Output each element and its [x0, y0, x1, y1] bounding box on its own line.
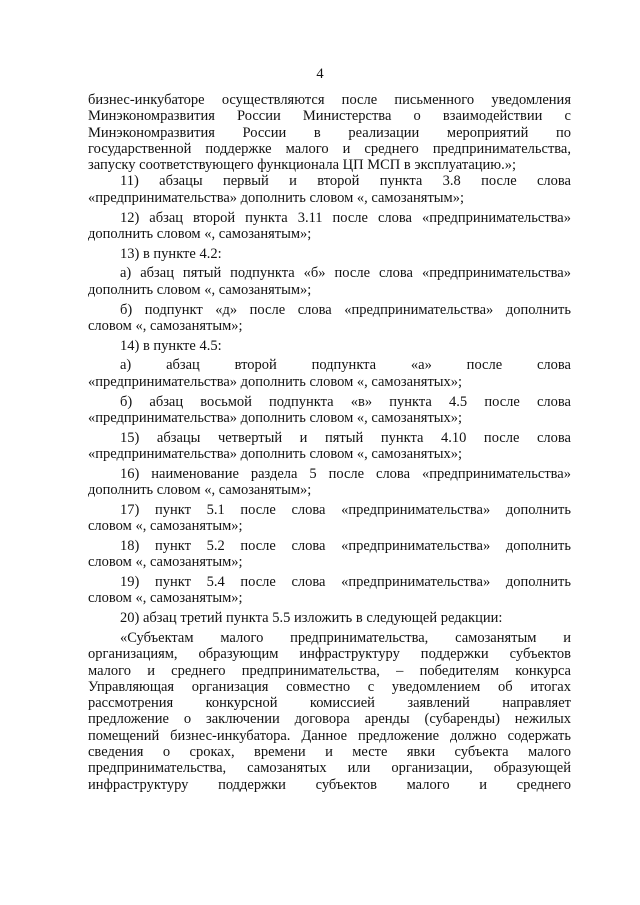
text-line: б) абзац восьмой подпункта «в» пункта 4.5 после слова — [120, 393, 571, 410]
text-line: 18) пункт 5.2 после слова «предпринимательства» дополнить — [120, 537, 571, 554]
text-line: «предпринимательства» дополнить словом «, самозанятым»; — [88, 189, 464, 206]
text-line: Минэкономразвития России Министерства о взаимодействии с — [88, 108, 571, 125]
text-line: 17) пункт 5.1 после слова «предпринимательства» дополнить — [120, 501, 571, 518]
text-line: 15) абзацы четвертый и пятый пункта 4.10 после слова — [120, 429, 571, 446]
text-line: малого и среднего предпринимательства, – победителям конкурса — [88, 662, 571, 679]
text-line: дополнить словом «, самозанятым»; — [88, 281, 312, 298]
text-line: б) подпункт «д» после слова «предпринимательства» дополнить — [120, 301, 571, 318]
text-line: 14) в пункте 4.5: — [120, 337, 222, 354]
text-line: а) абзац второй подпункта «а» после слова — [120, 357, 571, 374]
text-line: дополнить словом «, самозанятым»; — [88, 482, 312, 499]
text-line: «предпринимательства» дополнить словом «, самозанятых»; — [88, 373, 463, 390]
text-line: «предпринимательства» дополнить словом «, самозанятых»; — [88, 409, 463, 426]
text-line: словом «, самозанятым»; — [88, 554, 243, 571]
document-body — [88, 92, 571, 793]
text-line: словом «, самозанятым»; — [88, 590, 243, 607]
text-line: дополнить словом «, самозанятым»; — [88, 225, 312, 242]
text-line: 16) наименование раздела 5 после слова «предпринимательства» — [120, 465, 571, 482]
text-line: предложение о заключении договора аренды (субаренды) нежилых — [88, 711, 571, 728]
text-line: рассмотрения конкурсной комиссией заявлений направляет — [88, 695, 571, 712]
text-line: организациям, образующим инфраструктуру поддержки субъектов — [88, 646, 571, 663]
text-line: сведения о сроках, времени и месте явки субъекта малого — [88, 743, 571, 760]
text-line: 13) в пункте 4.2: — [120, 245, 222, 262]
text-line: 20) абзац третий пункта 5.5 изложить в следующей редакции: — [120, 610, 503, 627]
text-line: инфраструктуру поддержки субъектов малого и среднего — [88, 776, 571, 793]
page-number: 4 — [316, 66, 324, 82]
text-line: помещений бизнес-инкубатора. Данное предложение должно содержать — [88, 727, 571, 744]
text-line: словом «, самозанятым»; — [88, 518, 243, 535]
text-line: «предпринимательства» дополнить словом «, самозанятых»; — [88, 445, 463, 462]
text-line: Минэкономразвития России в реализации мероприятий по — [88, 124, 571, 141]
text-line: 12) абзац второй пункта 3.11 после слова «предпринимательства» — [120, 209, 571, 226]
text-line: бизнес-инкубаторе осуществляются после письменного уведомления — [88, 92, 571, 108]
text-line: 11) абзацы первый и второй пункта 3.8 после слова — [120, 173, 571, 190]
text-line: предпринимательства, самозанятых или организации, образующей — [88, 760, 571, 777]
text-line: запуску соответствующего функционала ЦП МСП в эксплуатацию.»; — [88, 157, 517, 174]
text-line: словом «, самозанятым»; — [88, 317, 243, 334]
text-line: «Субъектам малого предпринимательства, самозанятым и — [120, 629, 571, 646]
text-line: 19) пункт 5.4 после слова «предпринимательства» дополнить — [120, 574, 571, 591]
text-line: а) абзац пятый подпункта «б» после слова «предпринимательства» — [120, 265, 571, 282]
text-line: государственной поддержке малого и среднего предпринимательства, — [88, 140, 571, 157]
text-line: Управляющая организация совместно с уведомлением об итогах — [88, 678, 571, 695]
